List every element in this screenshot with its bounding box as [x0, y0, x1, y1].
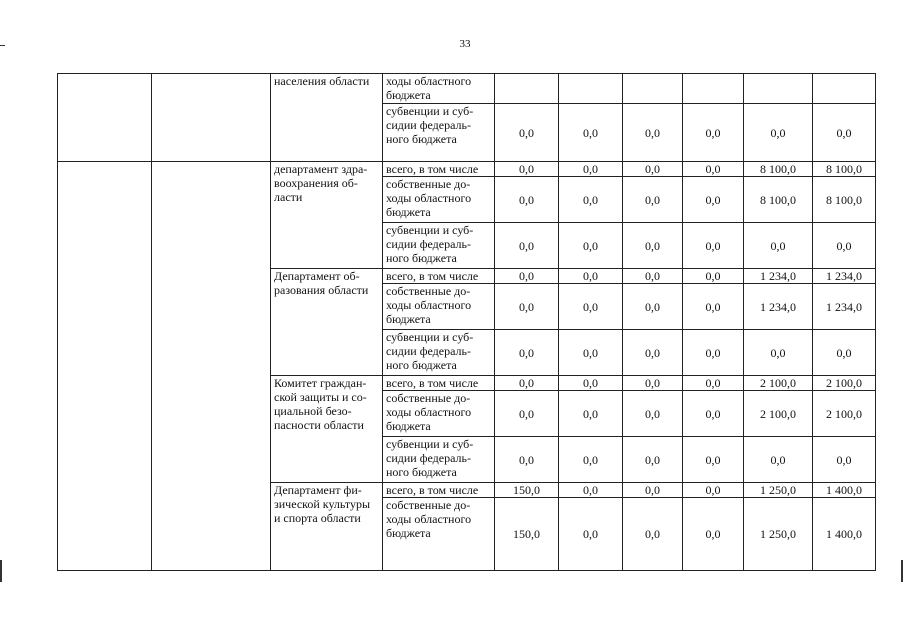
table-row [58, 74, 876, 104]
value-cell: 0,0 [683, 177, 744, 223]
source-cell: собственные до-ходы областного бюджета [383, 498, 495, 571]
value-cell [559, 74, 623, 104]
source-cell: всего, в том числе [383, 376, 495, 391]
value-cell: 0,0 [559, 391, 623, 437]
org-cell: Департамент об-разования области [271, 269, 383, 376]
source-cell: ходы областного бюджета [383, 74, 495, 104]
value-cell: 150,0 [495, 498, 559, 571]
value-cell: 0,0 [683, 498, 744, 571]
value-cell: 1 234,0 [744, 269, 813, 284]
value-cell: 2 100,0 [813, 376, 876, 391]
value-cell: 0,0 [623, 223, 683, 269]
org-cell: Департамент фи-зической культуры и спорта области [271, 483, 383, 571]
table-row [58, 162, 876, 177]
value-cell: 150,0 [495, 483, 559, 498]
blank-cell [58, 162, 152, 571]
value-cell: 0,0 [495, 177, 559, 223]
value-cell: 0,0 [683, 376, 744, 391]
value-cell: 0,0 [559, 284, 623, 330]
page-number: 33 [459, 38, 471, 50]
source-cell: собственные до-ходы областного бюджета [383, 177, 495, 223]
value-cell: 1 234,0 [813, 284, 876, 330]
source-cell: всего, в том числе [383, 483, 495, 498]
org-cell: населения области [271, 74, 383, 162]
value-cell: 0,0 [623, 177, 683, 223]
value-cell [744, 74, 813, 104]
value-cell: 0,0 [683, 223, 744, 269]
value-cell: 2 100,0 [744, 391, 813, 437]
value-cell: 0,0 [744, 437, 813, 483]
value-cell: 0,0 [683, 162, 744, 177]
budget-table [57, 73, 876, 571]
value-cell: 1 234,0 [813, 269, 876, 284]
value-cell: 0,0 [813, 330, 876, 376]
value-cell: 0,0 [495, 437, 559, 483]
source-cell: субвенции и суб-сидии федераль-ного бюджета [383, 223, 495, 269]
value-cell: 0,0 [623, 391, 683, 437]
value-cell [813, 74, 876, 104]
source-cell: собственные до-ходы областного бюджета [383, 284, 495, 330]
blank-cell [152, 74, 271, 162]
value-cell: 0,0 [495, 391, 559, 437]
value-cell: 0,0 [813, 104, 876, 162]
value-cell: 0,0 [559, 269, 623, 284]
value-cell: 0,0 [559, 437, 623, 483]
value-cell: 0,0 [559, 223, 623, 269]
value-cell: 1 250,0 [744, 483, 813, 498]
source-cell: собственные до-ходы областного бюджета [383, 391, 495, 437]
value-cell: 0,0 [813, 437, 876, 483]
value-cell: 0,0 [623, 284, 683, 330]
value-cell: 0,0 [495, 223, 559, 269]
value-cell: 0,0 [744, 330, 813, 376]
value-cell: 0,0 [683, 330, 744, 376]
table-body [58, 74, 876, 571]
value-cell: 0,0 [623, 437, 683, 483]
value-cell: 0,0 [623, 269, 683, 284]
value-cell: 0,0 [559, 104, 623, 162]
source-cell: всего, в том числе [383, 162, 495, 177]
value-cell: 0,0 [559, 498, 623, 571]
value-cell: 0,0 [623, 104, 683, 162]
value-cell: 0,0 [623, 330, 683, 376]
value-cell [623, 74, 683, 104]
value-cell [495, 74, 559, 104]
value-cell: 8 100,0 [744, 162, 813, 177]
value-cell: 0,0 [683, 104, 744, 162]
value-cell: 0,0 [559, 376, 623, 391]
value-cell: 0,0 [559, 162, 623, 177]
value-cell: 0,0 [495, 284, 559, 330]
org-cell: департамент здра-воохранения об-ласти [271, 162, 383, 269]
value-cell: 0,0 [495, 269, 559, 284]
value-cell: 0,0 [744, 223, 813, 269]
value-cell: 0,0 [623, 498, 683, 571]
source-cell: субвенции и суб-сидии федераль-ного бюджета [383, 437, 495, 483]
blank-cell [58, 74, 152, 162]
value-cell: 0,0 [813, 223, 876, 269]
value-cell: 0,0 [495, 330, 559, 376]
source-cell: субвенции и суб-сидии федераль-ного бюджета [383, 104, 495, 162]
value-cell: 2 100,0 [744, 376, 813, 391]
value-cell: 0,0 [559, 483, 623, 498]
value-cell: 0,0 [559, 177, 623, 223]
value-cell: 1 234,0 [744, 284, 813, 330]
org-cell: Комитет граждан-ской защиты и со-циальной безо-пасности области [271, 376, 383, 483]
margin-mark [0, 560, 2, 582]
value-cell: 1 250,0 [744, 498, 813, 571]
margin-mark [901, 560, 903, 582]
value-cell: 1 400,0 [813, 483, 876, 498]
value-cell [683, 74, 744, 104]
value-cell: 0,0 [744, 104, 813, 162]
value-cell: 0,0 [683, 391, 744, 437]
value-cell: 0,0 [623, 376, 683, 391]
source-cell: субвенции и суб-сидии федераль-ного бюджета [383, 330, 495, 376]
value-cell: 1 400,0 [813, 498, 876, 571]
value-cell: 0,0 [495, 162, 559, 177]
value-cell: 0,0 [623, 483, 683, 498]
source-cell: всего, в том числе [383, 269, 495, 284]
value-cell: 0,0 [495, 104, 559, 162]
value-cell: 0,0 [623, 162, 683, 177]
value-cell: 0,0 [495, 376, 559, 391]
value-cell: 2 100,0 [813, 391, 876, 437]
margin-mark [0, 45, 5, 46]
blank-cell [152, 162, 271, 571]
value-cell: 0,0 [683, 483, 744, 498]
value-cell: 0,0 [683, 284, 744, 330]
value-cell: 0,0 [683, 437, 744, 483]
value-cell: 8 100,0 [744, 177, 813, 223]
value-cell: 0,0 [559, 330, 623, 376]
value-cell: 8 100,0 [813, 177, 876, 223]
value-cell: 8 100,0 [813, 162, 876, 177]
value-cell: 0,0 [683, 269, 744, 284]
